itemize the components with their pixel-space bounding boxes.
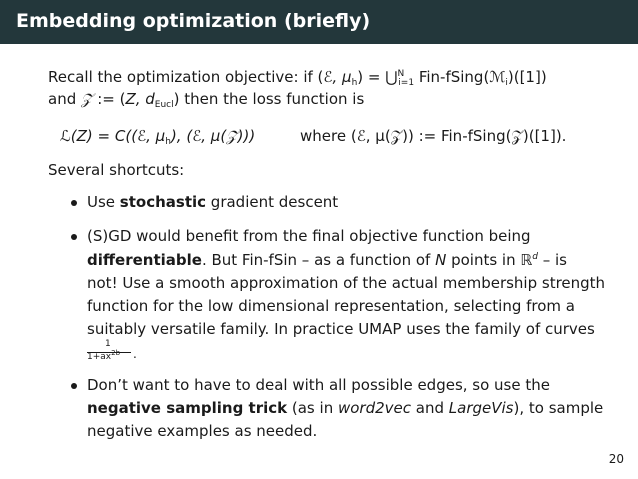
page-number: 20 bbox=[608, 452, 624, 466]
curve-fraction: 1 $1+ax^{2b}$ . bbox=[87, 339, 137, 362]
shortcuts-label: Several shortcuts: bbox=[48, 161, 185, 179]
bullet-2-line-3: not! Use a smooth approximation of the actual membership strength bbox=[87, 274, 606, 292]
bullet-3-line-3: negative examples as needed. bbox=[87, 422, 318, 440]
bullet-2-line-1: (S)GD would benefit from the final objective function being bbox=[87, 227, 531, 245]
bullet-2-line-5: suitably versatile family. In practice UMAP uses the family of curves bbox=[87, 320, 595, 338]
title-bar bbox=[0, 0, 638, 44]
recall-line-1: Recall the optimization objective: if (ℰ, $\mu_h$) = ⋃$^N_{i=1}$ Fin-fSing(ℳ$_i$)([1]) bbox=[48, 68, 547, 88]
bullet-2-line-4: function for the low dimensional representation, selecting from a bbox=[87, 297, 575, 315]
slide-title: Embedding optimization (briefly) bbox=[16, 10, 371, 32]
bullet-3-line-1: Don’t want to have to deal with all possible edges, so use the bbox=[87, 376, 550, 394]
bullet-2-line-2: differentiable. But Fin-fSin – as a function of N points in ℝ$^d$ – is bbox=[87, 251, 567, 269]
recall-line-2: and 𝒵 := (Z, $d_{Eucl}$) then the loss function is bbox=[48, 90, 365, 110]
where-clause: where (ℰ, μ(𝒵)) := Fin-fSing(𝒵)([1]). bbox=[300, 127, 567, 145]
bullet-dot-3 bbox=[71, 383, 77, 389]
bullet-1: Use stochastic gradient descent bbox=[87, 193, 339, 211]
loss-equation: ℒ(Z) = C((ℰ, $\mu_h$), (ℰ, μ(𝒵))) bbox=[60, 127, 256, 147]
bullet-3-line-2: negative sampling trick (as in word2vec and LargeVis), to sample bbox=[87, 399, 604, 417]
bullet-dot-1 bbox=[71, 200, 77, 206]
bullet-dot-2 bbox=[71, 234, 77, 240]
